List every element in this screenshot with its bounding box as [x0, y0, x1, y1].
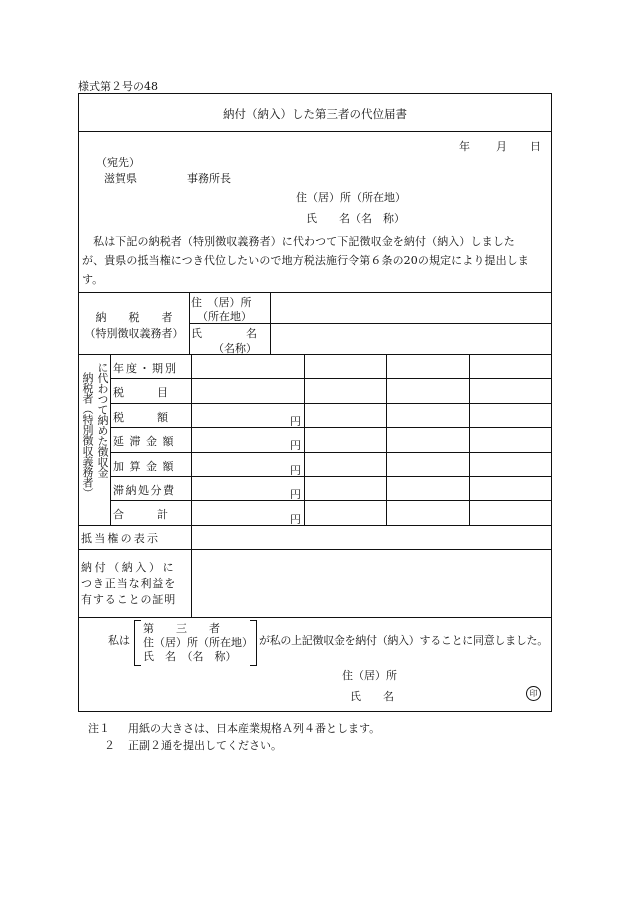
mortgage-label: 抵当権の表示: [81, 532, 161, 545]
special-collector-label: （特別徴収義務者）: [84, 327, 184, 340]
taxpayer-location-label: （所在地）: [197, 310, 252, 323]
intro-line-2: が、貴県の抵当権につき代位したいので地方税法施行令第６条の20の規定により提出しま: [82, 254, 529, 267]
taxpayer-title-label: （名称）: [213, 342, 257, 355]
taxpayer-address-label: 住 （居）所: [191, 296, 252, 309]
row-label-total: 合 計: [113, 508, 168, 521]
divider: [78, 549, 552, 550]
divider: [78, 131, 552, 132]
divider: [110, 452, 552, 453]
collection-side-label-b: に代わつて納めた徴収金: [96, 362, 109, 478]
intro-line-3: す。: [82, 273, 104, 286]
unit-yen: 円: [290, 513, 301, 526]
consent-address-label: 住（居）所: [342, 669, 397, 682]
divider: [191, 525, 192, 617]
consent-name-label: 氏 名: [350, 690, 394, 703]
note-2-number: ２: [104, 739, 115, 752]
taxpayer-label: 納 税 者: [95, 311, 173, 324]
date-month: 月: [496, 140, 507, 153]
form-title: 納付（納入）した第三者の代位届書: [223, 107, 407, 121]
unit-yen: 円: [290, 439, 301, 452]
row-label-tax-amount: 税 額: [113, 411, 168, 424]
proof-label-line-3: 有することの証明: [81, 593, 177, 606]
addressee-prefix: （宛先）: [96, 156, 140, 169]
row-label-late-fee: 延 滞 金 額: [113, 435, 175, 448]
divider: [110, 403, 552, 404]
unit-yen: 円: [290, 488, 301, 501]
note-2-text: 正副２通を提出してください。: [128, 739, 282, 752]
consent-statement: が私の上記徴収金を納付（納入）することに同意しました。: [259, 634, 548, 647]
divider: [110, 378, 552, 379]
submitter-address-label: 住（居）所（所在地）: [296, 191, 406, 204]
consent-party-address: 住（居）所（所在地）: [143, 636, 253, 649]
unit-yen: 円: [290, 464, 301, 477]
consent-third-party: 第 三 者: [143, 622, 220, 635]
date-year: 年: [459, 140, 470, 153]
collection-side-label-a: 納税者（特別徴収義務者）: [81, 372, 94, 498]
divider: [78, 354, 552, 355]
row-label-fiscal-period: 年度・期別: [113, 362, 178, 375]
divider: [110, 476, 552, 477]
taxpayer-name-label: 氏 名: [191, 327, 257, 340]
bracket-left: [134, 620, 141, 666]
addressee-office: 事務所長: [187, 172, 231, 185]
date-day: 日: [530, 140, 541, 153]
seal-icon: 印: [526, 686, 541, 701]
divider: [78, 617, 552, 618]
divider: [110, 427, 552, 428]
row-label-disposition-cost: 滞納処分費: [113, 484, 176, 497]
note-1-text: 用紙の大きさは、日本産業規格Ａ列４番とします。: [128, 722, 381, 735]
divider: [78, 292, 552, 293]
divider: [110, 500, 552, 501]
submitter-name-label: 氏 名（名 称）: [306, 212, 405, 225]
proof-label-line-2: つき正当な利益を: [81, 577, 177, 590]
consent-prefix: 私は: [108, 634, 130, 647]
unit-yen: 円: [290, 415, 301, 428]
consent-party-name: 氏 名 （名 称）: [143, 650, 237, 663]
row-label-surcharge: 加 算 金 額: [113, 460, 175, 473]
note-1-number: 注１: [88, 722, 110, 735]
addressee-prefecture: 滋賀県: [104, 172, 137, 185]
intro-line-1: 私は下記の納税者（特別徴収義務者）に代わつて下記徴収金を納付（納入）しました: [82, 235, 515, 248]
form-number: 様式第２号の48: [78, 80, 158, 93]
divider: [78, 525, 552, 526]
proof-label-line-1: 納付（納入）に: [81, 561, 177, 574]
row-label-tax-item: 税 目: [113, 386, 168, 399]
